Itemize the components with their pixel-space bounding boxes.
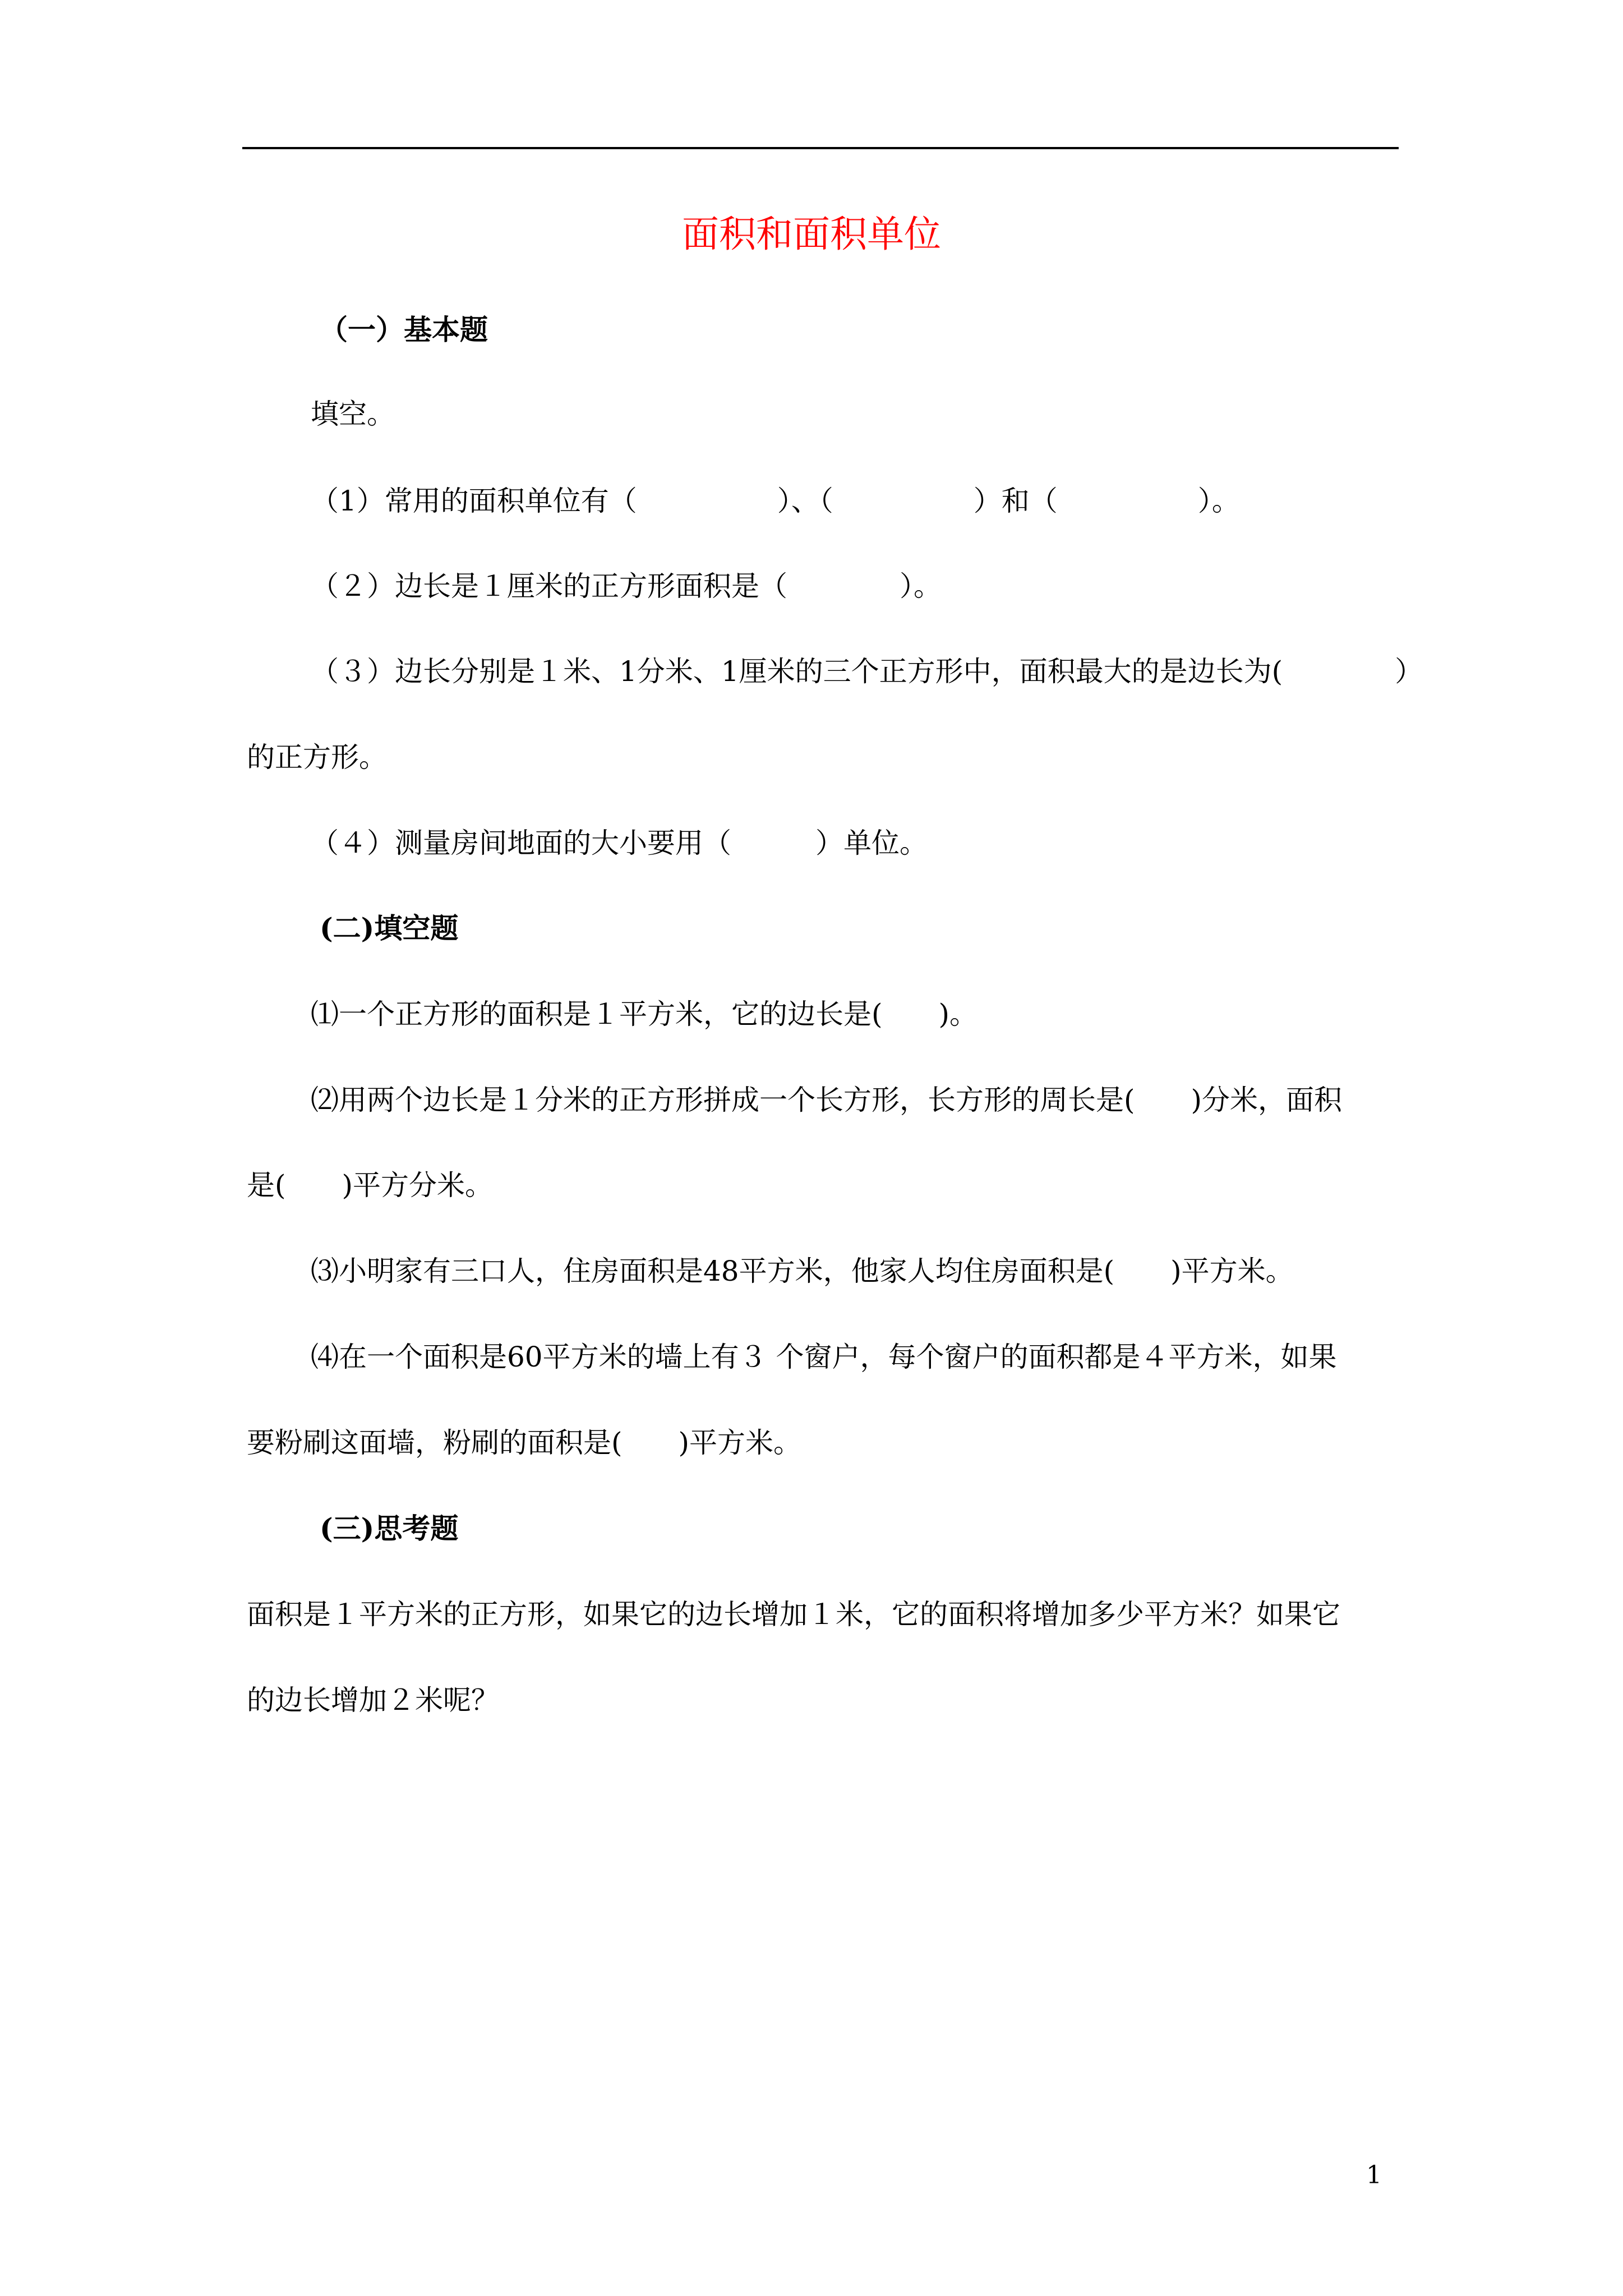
section-1-heading: （一）基本题: [320, 313, 488, 346]
section-1-question-1: （1）常用的面积单位有（ ）、（ ）和（ ）。: [311, 485, 1240, 517]
section-1-intro: 填空。: [311, 398, 395, 430]
section-1-question-3-line-1: （３）边长分别是１米、1分米、1厘米的三个正方形中，面积最大的是边长为( ）: [311, 655, 1423, 688]
page-number: 1: [1366, 2161, 1382, 2189]
page-title: 面积和面积单位: [682, 213, 941, 256]
section-3-question-line-2: 的边长增加２米呢？: [247, 1684, 499, 1717]
section-2-heading: (二)填空题: [320, 912, 459, 945]
section-2-question-4-line-1: ⑷在一个面积是60平方米的墙上有３ 个窗户，每个窗户的面积都是４平方米，如果: [311, 1341, 1337, 1373]
section-1-question-2: （２）边长是１厘米的正方形面积是（ ）。: [311, 570, 942, 602]
section-2-question-2-line-1: ⑵用两个边长是１分米的正方形拼成一个长方形，长方形的周长是( )分米，面积: [311, 1084, 1343, 1116]
section-2-question-3: ⑶小明家有三口人，住房面积是48平方米，他家人均住房面积是( )平方米。: [311, 1255, 1294, 1287]
section-1-question-3-line-2: 的正方形。: [247, 741, 387, 774]
section-2-question-4-line-2: 要粉刷这面墙，粉刷的面积是( )平方米。: [247, 1427, 802, 1459]
section-3-question-line-1: 面积是１平方米的正方形，如果它的边长增加１米，它的面积将增加多少平方米？如果它: [247, 1598, 1340, 1631]
section-1-question-4: （４）测量房间地面的大小要用（ ）单位。: [311, 827, 928, 859]
section-3-heading: (三)思考题: [320, 1512, 459, 1545]
section-2-question-1: ⑴一个正方形的面积是１平方米，它的边长是( )。: [311, 998, 978, 1030]
header-rule: [242, 147, 1399, 149]
section-2-question-2-line-2: 是( )平方分米。: [247, 1169, 494, 1202]
